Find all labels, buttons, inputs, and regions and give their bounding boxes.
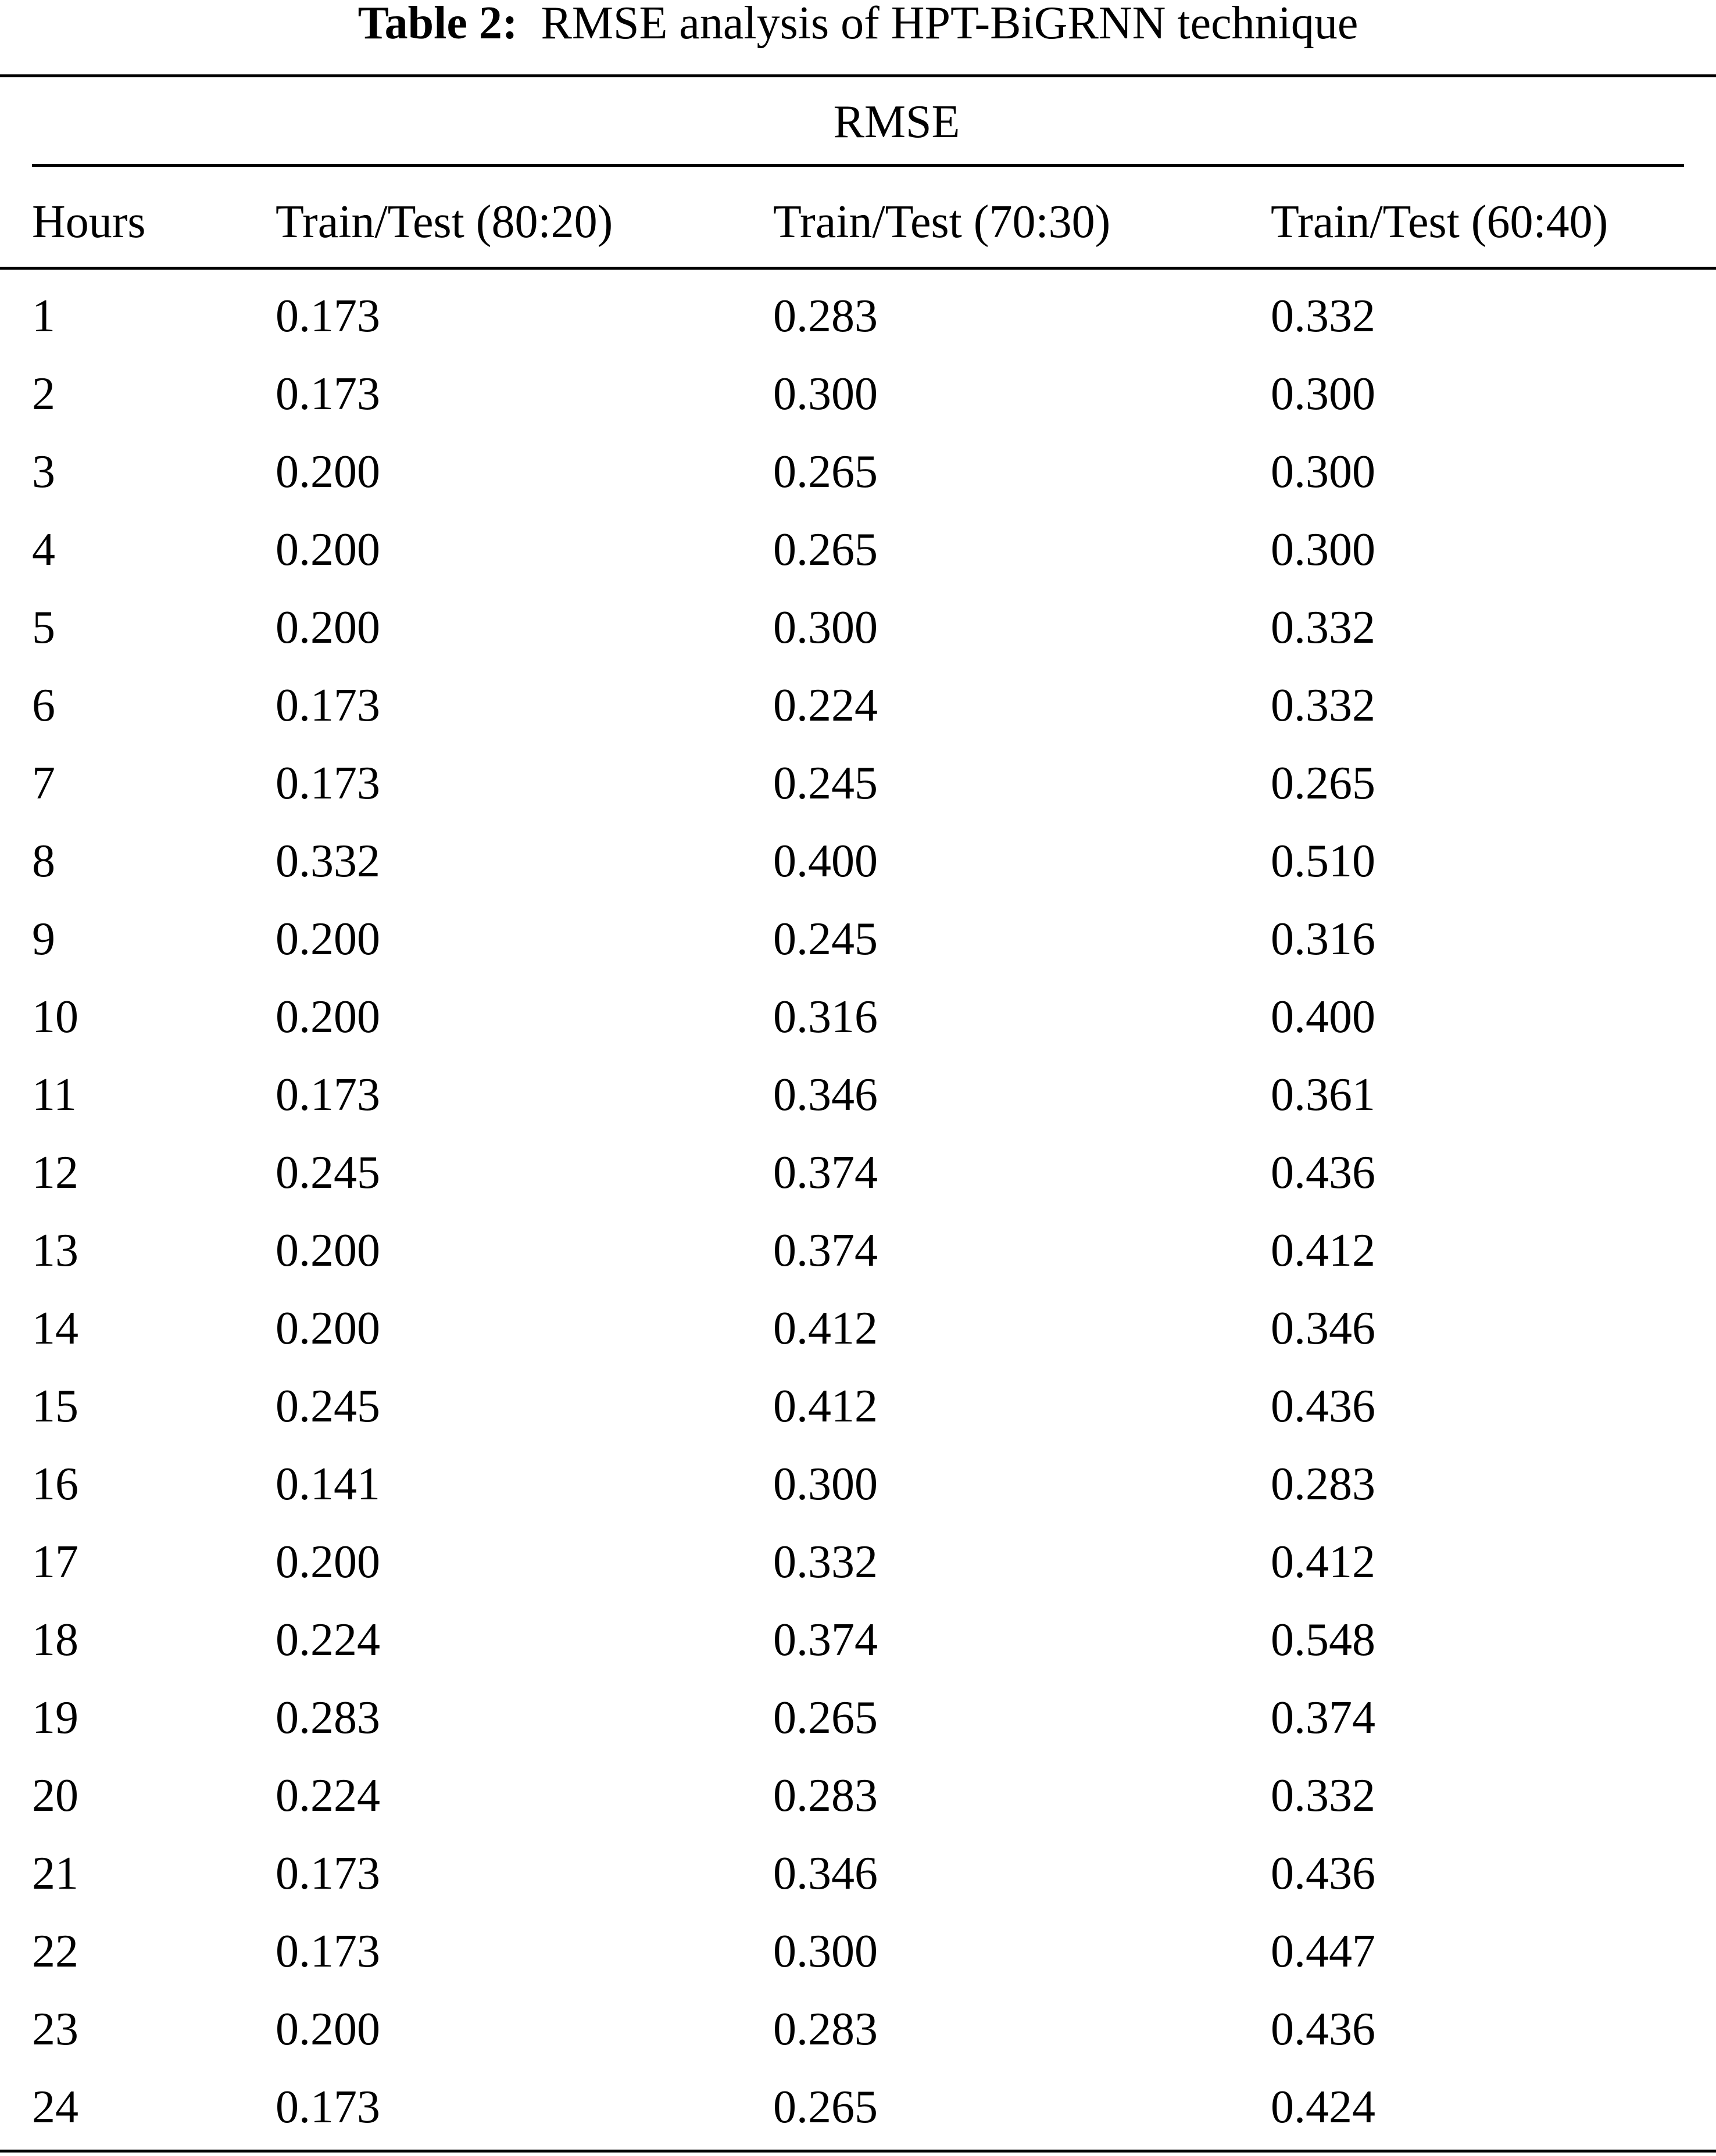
rmse-80-20-cell: 0.283 — [276, 1692, 380, 1743]
hours-cell: 3 — [32, 446, 55, 497]
hours-cell: 18 — [32, 1614, 78, 1666]
rmse-80-20-cell: 0.224 — [276, 1770, 380, 1821]
hours-cell: 7 — [32, 758, 55, 809]
hours-cell: 6 — [32, 680, 55, 731]
rmse-60-40-cell: 0.436 — [1271, 1147, 1375, 1198]
table-row — [0, 754, 1716, 832]
rmse-60-40-cell: 0.548 — [1271, 1614, 1375, 1666]
hours-cell: 11 — [32, 1069, 77, 1120]
rmse-70-30-cell: 0.245 — [773, 758, 878, 809]
rmse-80-20-cell: 0.224 — [276, 1614, 380, 1666]
rmse-70-30-cell: 0.283 — [773, 1770, 878, 1821]
rmse-60-40-cell: 0.374 — [1271, 1692, 1375, 1743]
rmse-70-30-cell: 0.300 — [773, 1459, 878, 1510]
table-row — [0, 1222, 1716, 1299]
hours-cell: 24 — [32, 2082, 78, 2133]
rmse-80-20-cell: 0.200 — [276, 1303, 380, 1354]
rmse-80-20-cell: 0.245 — [276, 1381, 380, 1432]
rmse-60-40-cell: 0.265 — [1271, 758, 1375, 809]
rmse-70-30-cell: 0.412 — [773, 1381, 878, 1432]
rmse-60-40-cell: 0.300 — [1271, 524, 1375, 575]
rmse-80-20-cell: 0.200 — [276, 524, 380, 575]
table-row — [0, 365, 1716, 443]
hours-cell: 5 — [32, 602, 55, 653]
rmse-80-20-cell: 0.173 — [276, 1069, 380, 1120]
rmse-70-30-cell: 0.265 — [773, 2082, 878, 2133]
group-header-rule — [32, 164, 1684, 167]
rmse-70-30-cell: 0.265 — [773, 524, 878, 575]
table-caption — [0, 0, 1716, 69]
rmse-60-40-cell: 0.436 — [1271, 2004, 1375, 2055]
rmse-70-30-cell: 0.346 — [773, 1069, 878, 1120]
rmse-80-20-cell: 0.173 — [276, 758, 380, 809]
bottom-rule — [0, 2150, 1716, 2153]
rmse-80-20-cell: 0.173 — [276, 1848, 380, 1899]
hours-cell: 15 — [32, 1381, 78, 1432]
hours-cell: 14 — [32, 1303, 78, 1354]
hours-cell: 21 — [32, 1848, 78, 1899]
rmse-60-40-cell: 0.332 — [1271, 680, 1375, 731]
hours-cell: 16 — [32, 1459, 78, 1510]
rmse-60-40-cell: 0.346 — [1271, 1303, 1375, 1354]
rmse-group-header: RMSE — [833, 96, 960, 148]
table-row — [0, 988, 1716, 1066]
rmse-70-30-cell: 0.374 — [773, 1147, 878, 1198]
rmse-70-30-cell: 0.265 — [773, 446, 878, 497]
rmse-70-30-cell: 0.265 — [773, 1692, 878, 1743]
rmse-80-20-cell: 0.173 — [276, 368, 380, 420]
rmse-80-20-cell: 0.173 — [276, 680, 380, 731]
table-row — [0, 676, 1716, 754]
hours-cell: 4 — [32, 524, 55, 575]
table-row — [0, 287, 1716, 365]
rmse-60-40-cell: 0.316 — [1271, 914, 1375, 965]
table-row — [0, 1144, 1716, 1222]
hours-cell: 23 — [32, 2004, 78, 2055]
caption-label: Table 2: — [358, 0, 518, 49]
rmse-60-40-cell: 0.300 — [1271, 368, 1375, 420]
column-header-60-40: Train/Test (60:40) — [1271, 196, 1608, 248]
table-row — [0, 1377, 1716, 1455]
hours-cell: 20 — [32, 1770, 78, 1821]
rmse-80-20-cell: 0.200 — [276, 602, 380, 653]
rmse-70-30-cell: 0.346 — [773, 1848, 878, 1899]
rmse-80-20-cell: 0.245 — [276, 1147, 380, 1198]
table-row — [0, 832, 1716, 910]
rmse-80-20-cell: 0.200 — [276, 446, 380, 497]
rmse-60-40-cell: 0.400 — [1271, 991, 1375, 1043]
rmse-80-20-cell: 0.200 — [276, 1225, 380, 1276]
table-row — [0, 910, 1716, 988]
rmse-70-30-cell: 0.300 — [773, 1926, 878, 1977]
rmse-60-40-cell: 0.412 — [1271, 1537, 1375, 1588]
hours-cell: 17 — [32, 1537, 78, 1588]
table-row — [0, 443, 1716, 521]
rmse-70-30-cell: 0.374 — [773, 1225, 878, 1276]
rmse-60-40-cell: 0.332 — [1271, 1770, 1375, 1821]
rmse-70-30-cell: 0.283 — [773, 2004, 878, 2055]
rmse-80-20-cell: 0.200 — [276, 2004, 380, 2055]
table-row — [0, 1299, 1716, 1377]
rmse-60-40-cell: 0.510 — [1271, 836, 1375, 887]
rmse-60-40-cell: 0.300 — [1271, 446, 1375, 497]
table-body — [0, 287, 1716, 2156]
hours-cell: 13 — [32, 1225, 78, 1276]
table-row — [0, 1845, 1716, 1922]
column-header-80-20: Train/Test (80:20) — [276, 196, 613, 248]
rmse-70-30-cell: 0.400 — [773, 836, 878, 887]
rmse-70-30-cell: 0.224 — [773, 680, 878, 731]
hours-cell: 10 — [32, 991, 78, 1043]
rmse-70-30-cell: 0.374 — [773, 1614, 878, 1666]
table-row — [0, 1455, 1716, 1533]
hours-cell: 2 — [32, 368, 55, 420]
hours-cell: 8 — [32, 836, 55, 887]
rmse-60-40-cell: 0.283 — [1271, 1459, 1375, 1510]
rmse-80-20-cell: 0.173 — [276, 291, 380, 342]
rmse-80-20-cell: 0.200 — [276, 914, 380, 965]
hours-cell: 22 — [32, 1926, 78, 1977]
hours-cell: 9 — [32, 914, 55, 965]
rmse-60-40-cell: 0.412 — [1271, 1225, 1375, 1276]
table-row — [0, 2000, 1716, 2078]
caption-text: RMSE analysis of HPT-BiGRNN technique — [541, 0, 1358, 49]
rmse-70-30-cell: 0.316 — [773, 991, 878, 1043]
table-row — [0, 1689, 1716, 1767]
rmse-70-30-cell: 0.412 — [773, 1303, 878, 1354]
hours-cell: 1 — [32, 291, 55, 342]
rmse-60-40-cell: 0.447 — [1271, 1926, 1375, 1977]
column-header-70-30: Train/Test (70:30) — [773, 196, 1111, 248]
rmse-70-30-cell: 0.283 — [773, 291, 878, 342]
table-row — [0, 1066, 1716, 1144]
rmse-70-30-cell: 0.300 — [773, 602, 878, 653]
hours-cell: 19 — [32, 1692, 78, 1743]
rmse-80-20-cell: 0.200 — [276, 991, 380, 1043]
table-row — [0, 1533, 1716, 1611]
table-row — [0, 2078, 1716, 2156]
rmse-70-30-cell: 0.245 — [773, 914, 878, 965]
rmse-80-20-cell: 0.141 — [276, 1459, 380, 1510]
rmse-60-40-cell: 0.436 — [1271, 1848, 1375, 1899]
table-row — [0, 1611, 1716, 1689]
column-header-hours: Hours — [32, 196, 146, 248]
rmse-80-20-cell: 0.332 — [276, 836, 380, 887]
rmse-70-30-cell: 0.332 — [773, 1537, 878, 1588]
table-row — [0, 1767, 1716, 1845]
rmse-60-40-cell: 0.436 — [1271, 1381, 1375, 1432]
rmse-60-40-cell: 0.332 — [1271, 291, 1375, 342]
table-row — [0, 521, 1716, 599]
rmse-60-40-cell: 0.332 — [1271, 602, 1375, 653]
rmse-60-40-cell: 0.424 — [1271, 2082, 1375, 2133]
rmse-70-30-cell: 0.300 — [773, 368, 878, 420]
rmse-80-20-cell: 0.200 — [276, 1537, 380, 1588]
table-row — [0, 1922, 1716, 2000]
rmse-80-20-cell: 0.173 — [276, 1926, 380, 1977]
table-row — [0, 599, 1716, 676]
top-rule — [0, 74, 1716, 77]
rmse-60-40-cell: 0.361 — [1271, 1069, 1375, 1120]
hours-cell: 12 — [32, 1147, 78, 1198]
rmse-80-20-cell: 0.173 — [276, 2082, 380, 2133]
header-rule — [0, 267, 1716, 270]
